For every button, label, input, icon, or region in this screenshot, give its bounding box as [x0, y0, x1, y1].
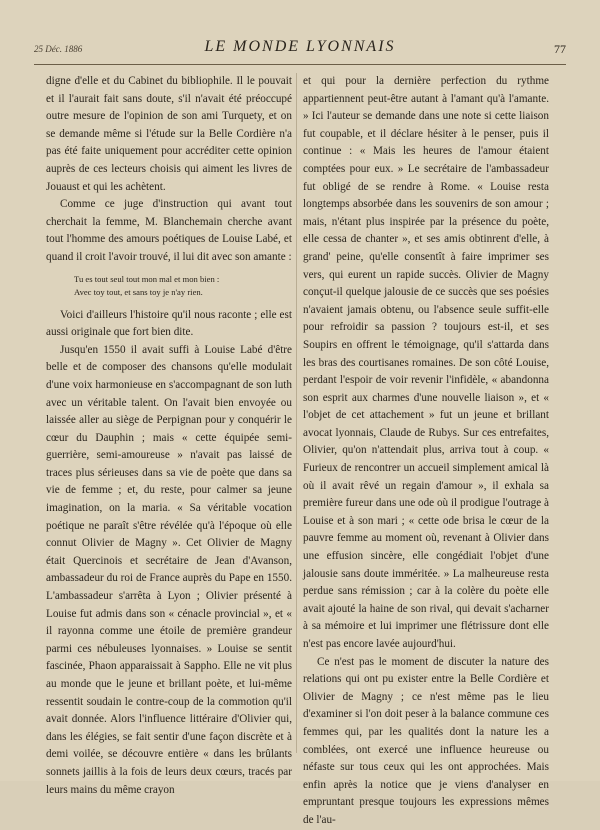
paragraph: Comme ce juge d'instruction qui avant tout cherchait la femme, M. Blanchemain cherche avant tout l'homme des amours poétiques de Louise Labé, et quand il croit l'avoir trouvé, il lui dit avec son amante : [46, 198, 292, 263]
paragraph: et qui pour la dernière perfection du rythme appartiennent peut-être autant à l'amant qu'à l'amante. » Ici l'auteur se demande dans une note si cette liaison fut coupable, et il déclare hésiter à le penser, puis il continue : « Mais les heures de l'amour étaient comptées pour eux. » Le secrétaire de l'ambassadeur fut obligé de se rendre à Rome. « Louise resta longtemps absorbée dans les souvenirs de son amour ; mais, n'étant plus inspirée par la présence du poète, elle cessa de chanter », et ses amis obtinrent d'elle, à grand' peine, qu'elle consentît à faire imprimer ses vers, qui eurent un rapide succès. Olivier de Magny conçut-il quelque jalousie de ce succès que ses poésies n'avaient jamais obtenu, ou l'absence seule suffit-elle pour refroidir sa passion ? toujours est-il, et ses Soupirs en offrent le témoignage, qu'il s'attarda dans les bras des courtisanes romaines. De son côté Louise, perdant l'espoir de voir revenir l'infidèle, « abandonna son esprit aux charmes d'une nouvelle liaison », et « l'objet de cet attachement » fut un jeune et brillant avocat lyonnais, Claude de Rubys. Sur ces entrefaites, Olivier, qu'on n'attendait plus, arriva tout à coup. « Furieux de rencontrer un accueil simplement amical là où il avait rêvé un regain d'amour », il exhala sa première fureur dans une ode où il prodigue l'outrage à Louise et à son mari ; « cette ode brisa le cœur de la pauvre femme au moment où, revenant à Olivier dans une effusion sincère, elle congédiait l'objet d'une jalousie sans doute imméritée. » La malheureuse resta perdue sans rémission ; car à la colère du poète elle avait ajouté la haine de son rival, qui devait s'acharner à sa mémoire et lui imprimer une flétrissure dont elle n'est pas encore lavée aujourd'hui. [303, 75, 549, 650]
publication-title: LE MONDE LYONNAIS [204, 38, 396, 55]
left-column [46, 73, 292, 799]
verse-line: Tu es tout seul tout mon mal et mon bien : [74, 273, 220, 284]
paragraph: Jusqu'en 1550 il avait suffi à Louise Labé d'être belle et de composer des chansons qu'elle modulait d'une voix harmonieuse en s'accompagnant de son luth avec un véritable talent. On l'avait bien envoyée ou laissée aller au siège de Perpignan pour y conquérir le cœur du Dauphin ; mais « cette équipée semi-guerrière, semi-amoureuse » n'avait pas laissé de traces plus sérieuses dans sa vie de poète que dans sa vie de femme ; et, du reste, pour calmer sa jeune imagination, on la maria. « Sa véritable vocation poétique ne paraît s'être révélée qu'à l'époque où elle connut Olivier de Magny ». Cet Olivier de Magny était Quercinois et secrétaire de Jean d'Avanson, ambassadeur du roi de France auprès du Pape en 1550. L'ambassadeur s'arrêta à Lyon ; Olivier présenté à Louise fut admis dans son « cénacle provincial », et « il rayonna comme une étoile de première grandeur parmi ces nébuleuses lyonnaises. » Louise se sentit fascinée, Phaon apparaissait à Sappho. Elle ne vit plus au monde que le jeune et brillant poète, et lui-même ressentit soudain le contre-coup de la commotion qu'il avait donnée. Alors l'influence littéraire d'Olivier qui, dans les élégies, se fait sentir d'une façon discrète et à demi voilée, se découvre entière « dans les brûlants sonnets jaillis à la fois de leurs deux cœurs, tracés par leurs mains du même crayon [46, 343, 292, 796]
page-number: 77 [554, 42, 566, 56]
right-column [303, 73, 549, 830]
column-divider [296, 73, 297, 753]
header-rule [34, 64, 566, 65]
issue-date: 25 Déc. 1886 [34, 44, 83, 54]
verse-quote [74, 273, 292, 299]
paragraph: Voici d'ailleurs l'histoire qu'il nous raconte ; elle est aussi originale que fort bien dite. [46, 308, 292, 339]
verse-line: Avec toy tout, et sans toy je n'ay rien. [74, 286, 203, 297]
paragraph: Ce n'est pas le moment de discuter la nature des relations qui ont pu exister entre la Belle Cordière et Olivier de Magny ; ce n'est même pas le lieu d'examiner si l'on doit peser à la balance commune ces femmes qui, par les qualités dont la nature les a comblées, ont exercé une influence heureuse ou néfaste sur tous ceux qui les ont approchées. Mais enfin après la notice que je viens d'analyser en empruntant presque toujours les expressions mêmes de l'au- [303, 655, 549, 826]
page-header [34, 38, 566, 62]
paragraph: digne d'elle et du Cabinet du bibliophile. Il le pouvait et il l'aurait fait sans doute, s'il n'avait été préoccupé outre mesure de l'opinion de son ami Turquety, et on se demande même si l'étude sur la Belle Cordière n'a pas été faite uniquement pour accréditer cette opinion auprès de ces lecteurs choisis qui aiment les livres de Jouaust et qui les achètent. [46, 75, 292, 193]
